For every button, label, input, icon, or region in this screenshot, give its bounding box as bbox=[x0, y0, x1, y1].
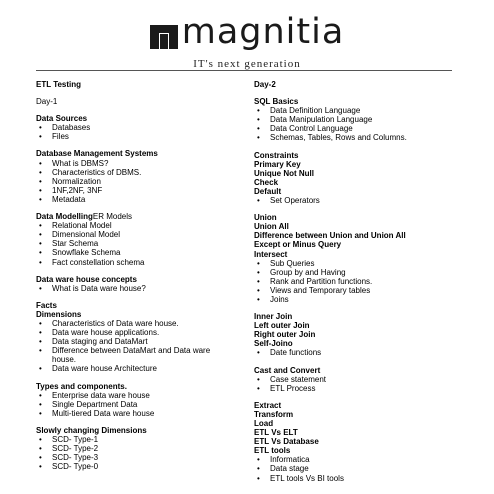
section-heading: Constraints bbox=[254, 150, 299, 160]
list-item: • Difference between DataMart and Data ware house. bbox=[36, 346, 236, 364]
list-item: • Data ware house applications. bbox=[36, 328, 236, 337]
list-item: • Multi-tiered Data ware house bbox=[36, 409, 236, 418]
list-item: • Data ware house Architecture bbox=[36, 364, 236, 373]
list-item: • Characteristics of Data ware house. bbox=[36, 319, 236, 328]
section-heading: Transform bbox=[254, 409, 294, 419]
heading-bold-part: Data Modelling bbox=[36, 212, 93, 222]
topic-list bbox=[36, 319, 236, 374]
topic-list bbox=[254, 196, 474, 205]
section-heading: Self-Joino bbox=[254, 339, 293, 349]
section-heading: ETL tools bbox=[254, 446, 291, 456]
section-heading: Inner Join bbox=[254, 312, 293, 322]
right-column bbox=[254, 80, 474, 483]
topic-list bbox=[254, 106, 474, 142]
topic-list bbox=[36, 284, 236, 293]
topic-list bbox=[254, 348, 474, 357]
list-item: • SCD- Type-3 bbox=[36, 453, 236, 462]
list-item: • Metadata bbox=[36, 195, 236, 204]
logo-mark-icon bbox=[150, 25, 180, 49]
list-item: • Data stage bbox=[254, 464, 474, 473]
list-item: • SCD- Type-1 bbox=[36, 435, 236, 444]
list-item: • Schemas, Tables, Rows and Columns. bbox=[254, 133, 474, 142]
list-item: • Data staging and DataMart bbox=[36, 337, 236, 346]
topic-list bbox=[254, 259, 474, 304]
section-heading: Database Management Systems bbox=[36, 149, 158, 159]
brand-tagline: IT's next generation bbox=[193, 58, 301, 70]
section-heading: Union bbox=[254, 213, 277, 223]
topic-list bbox=[36, 391, 236, 418]
section-heading: Extract bbox=[254, 400, 282, 410]
section-heading: Right outer Join bbox=[254, 330, 316, 340]
heading-plain-part: ER Models bbox=[92, 212, 133, 222]
day-label: Day-2 bbox=[254, 80, 276, 89]
list-item: • Set Operators bbox=[254, 196, 474, 205]
course-title: ETL Testing bbox=[36, 80, 82, 89]
brand-header bbox=[0, 14, 494, 70]
header-divider bbox=[36, 70, 452, 71]
section-heading: Difference between Union and Union All bbox=[254, 231, 406, 241]
list-item: • Enterprise data ware house bbox=[36, 391, 236, 400]
section-heading: Except or Minus Query bbox=[254, 240, 342, 250]
list-item: • Views and Temporary tables bbox=[254, 286, 474, 295]
list-item: • Fact constellation schema bbox=[36, 258, 236, 267]
list-item: • SCD- Type-0 bbox=[36, 462, 236, 471]
section-heading: Load bbox=[254, 419, 274, 428]
list-item: • Single Department Data bbox=[36, 400, 236, 409]
section-heading: Intersect bbox=[254, 249, 288, 259]
list-item: • Rank and Partition functions. bbox=[254, 277, 474, 286]
section-heading: Primary Key bbox=[254, 159, 301, 169]
topic-list bbox=[36, 435, 236, 471]
topic-list bbox=[36, 159, 236, 204]
list-item: • Data Manipulation Language bbox=[254, 115, 474, 124]
section-heading: Default bbox=[254, 186, 282, 196]
section-heading: Cast and Convert bbox=[254, 365, 321, 375]
section-heading: Check bbox=[254, 177, 279, 187]
list-item: • Files bbox=[36, 132, 236, 141]
section-heading bbox=[36, 212, 236, 221]
brand-name: magnitia bbox=[181, 12, 345, 52]
brand-logo bbox=[150, 14, 345, 50]
list-item: • 1NF,2NF, 3NF bbox=[36, 186, 236, 195]
list-item: • Snowflake Schema bbox=[36, 248, 236, 257]
list-item: • Group by and Having bbox=[254, 268, 474, 277]
list-item: • ETL Process bbox=[254, 384, 474, 393]
list-item: • Relational Model bbox=[36, 221, 236, 230]
section-heading: Data ware house concepts bbox=[36, 274, 137, 284]
section-heading: ETL Vs Database bbox=[254, 437, 319, 447]
list-item: • Data Definition Language bbox=[254, 106, 474, 115]
list-item: • Informatica bbox=[254, 455, 474, 464]
section-heading: Slowly changing Dimensions bbox=[36, 425, 147, 435]
section-heading: ETL Vs ELT bbox=[254, 428, 298, 438]
list-item: • Databases bbox=[36, 123, 236, 132]
section-heading: Data Sources bbox=[36, 114, 88, 124]
topic-list bbox=[36, 123, 236, 141]
left-column bbox=[36, 80, 236, 471]
list-item: • Normalization bbox=[36, 177, 236, 186]
list-item: • Sub Queries bbox=[254, 259, 474, 268]
list-item: • ETL tools Vs BI tools bbox=[254, 474, 474, 483]
section-heading: Facts bbox=[36, 300, 57, 310]
list-item: • Case statement bbox=[254, 375, 474, 384]
list-item: • Dimensional Model bbox=[36, 230, 236, 239]
section-heading: Types and components. bbox=[36, 381, 127, 391]
list-item: • Joins bbox=[254, 295, 474, 304]
list-item: • SCD- Type-2 bbox=[36, 444, 236, 453]
topic-list bbox=[254, 375, 474, 393]
section-heading: Unique Not Null bbox=[254, 168, 314, 178]
section-heading: Dimensions bbox=[36, 309, 82, 319]
topic-list bbox=[36, 221, 236, 266]
list-item: • What is Data ware house? bbox=[36, 284, 236, 293]
day-label: Day-1 bbox=[36, 97, 58, 107]
list-item: • Data Control Language bbox=[254, 124, 474, 133]
list-item: • Characteristics of DBMS. bbox=[36, 168, 236, 177]
list-item: • Star Schema bbox=[36, 239, 236, 248]
section-heading: SQL Basics bbox=[254, 97, 299, 107]
section-heading: Left outer Join bbox=[254, 321, 310, 331]
section-heading: Union All bbox=[254, 222, 289, 232]
list-item: • Date functions bbox=[254, 348, 474, 357]
topic-list bbox=[254, 455, 474, 482]
list-item: • What is DBMS? bbox=[36, 159, 236, 168]
